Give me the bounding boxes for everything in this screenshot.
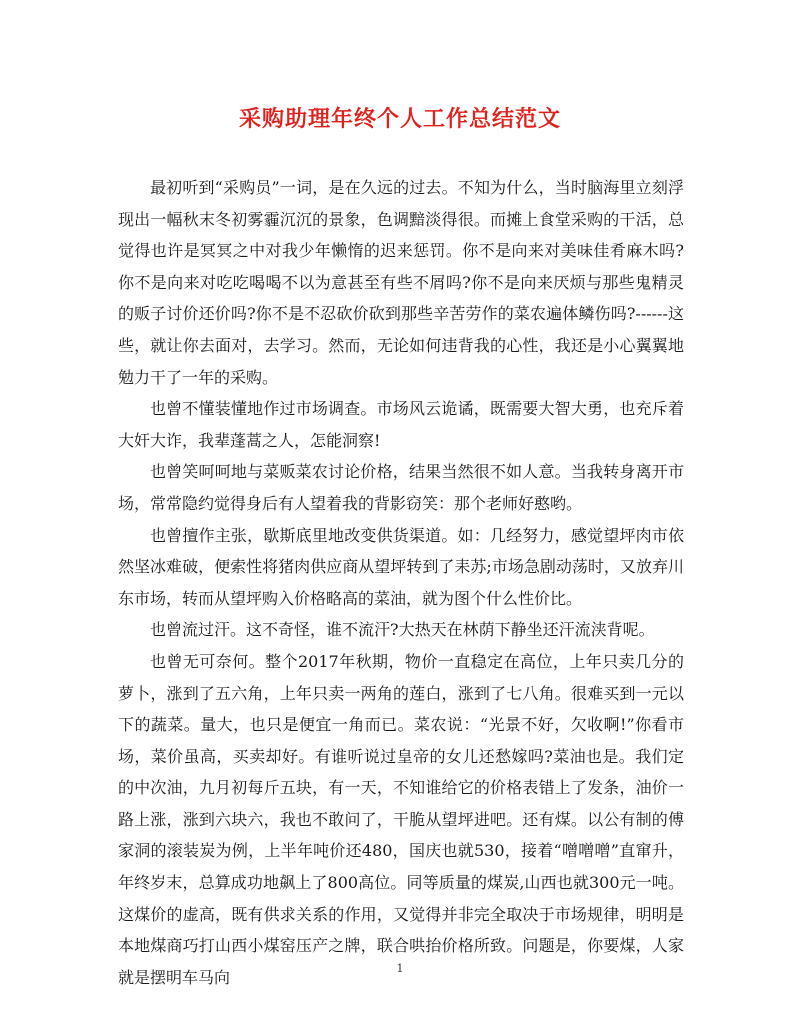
paragraph-4: 也曾擅作主张，歇斯底里地改变供货渠道。如：几经努力，感觉望坪肉市依然坚冰难破，便索性将猪肉供应商从望坪转到了耒苏;市场急剧动荡时，又放弃川东市场，转而从望坪购入价格略高的菜油，就为图个什么性价比。 [118,525,684,608]
paragraph-1: 最初听到“采购员”一词，是在久远的过去。不知为什么，当时脑海里立刻浮现出一幅秋末冬初雾霾沉沉的景象，色调黯淡得很。而摊上食堂采购的干活，总觉得也许是冥冥之中对我少年懒惰的迟来惩罚。你不是向来对美味佳肴麻木吗?你不是向来对吃吃喝喝不以为意甚至有些不屑吗?你不是向来厌烦与那些鬼精灵的贩子讨价还价吗?你不是不忍砍价砍到那些辛苦劳作的菜农遍体鳞伤吗?------这些，就让你去面对，去学习。然而，无论如何违背我的心性，我还是小心翼翼地勉力干了一年的采购。 [118,178,684,387]
paragraph-6: 也曾无可奈何。整个2017年秋期，物价一直稳定在高位，上年只卖几分的萝卜，涨到了五六角，上年只卖一两角的莲白，涨到了七八角。很难买到一元以下的蔬菜。量大，也只是便宜一角而已。菜农说：“光景不好，欠收啊!”你看市场，菜价虽高，买卖却好。有谁听说过皇帝的女儿还愁嫁吗?菜油也是。我们定的中次油，九月初每斤五块，有一天，不知谁给它的价格表错上了发条，油价一路上涨，涨到六块六，我也不敢问了，干脆从望坪进吧。还有煤。以公有制的傅家洞的滚装炭为例，上半年吨价还480，国庆也就530，接着“噌噌噌”直窜升，年终岁末，总算成功地飙上了800高位。同等质量的煤炭,山西也就300元一吨。这煤价的虚高，既有供求关系的作用，又觉得并非完全取决于市场规律，明明是本地煤商巧打山西小煤窑压产之牌，联合哄抬价格所致。问题是，你要煤，人家就是摆明车马向 [118,651,684,987]
document-body [118,172,684,993]
document-title: 采购助理年终个人工作总结范文 [238,106,561,132]
paragraph-3: 也曾笑呵呵地与菜贩菜农讨论价格，结果当然很不如人意。当我转身离开市场，常常隐约觉得身后有人望着我的背影窃笑：那个老师好憨哟。 [118,462,684,513]
paragraph-2: 也曾不懂装懂地作过市场调查。市场风云诡谲，既需要大智大勇，也充斥着大奸大诈，我辈蓬蒿之人，怎能洞察! [118,399,684,450]
page-number: 1 [396,962,404,975]
paragraph-5: 也曾流过汗。这不奇怪，谁不流汗?大热天在林荫下静坐还汗流浃背呢。 [150,620,655,640]
